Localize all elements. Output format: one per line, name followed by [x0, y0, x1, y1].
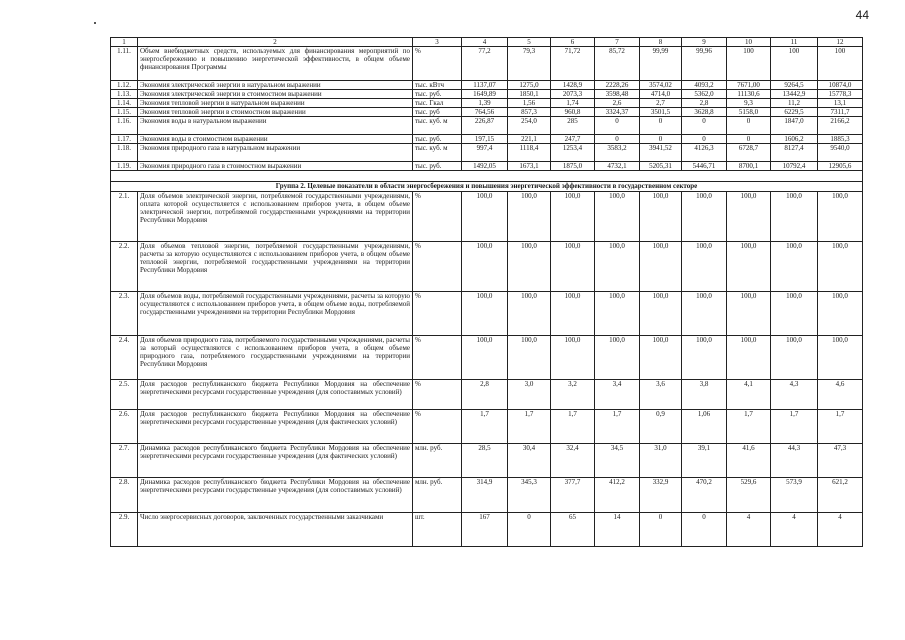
- indicator-value: 100: [727, 47, 771, 81]
- indicator-value: 4,3: [771, 380, 818, 410]
- indicator-value: 226,87: [462, 117, 508, 135]
- indicator-value: 100,0: [682, 242, 727, 292]
- indicator-value: 1875,0: [551, 162, 595, 171]
- indicator-value: 100,0: [508, 336, 551, 380]
- indicator-description: Экономия электрической энергии в стоимостном выражении: [138, 90, 413, 99]
- table-row: [111, 117, 863, 135]
- unit-of-measure: тыс. кВтч: [413, 81, 462, 90]
- row-number: 2.2.: [111, 242, 138, 292]
- unit-of-measure: тыс. руб.: [413, 135, 462, 144]
- table-row: [111, 192, 863, 242]
- indicator-value: 100,0: [462, 292, 508, 336]
- row-number: 1.11.: [111, 47, 138, 81]
- row-number: 2.9.: [111, 513, 138, 547]
- unit-of-measure: %: [413, 192, 462, 242]
- indicator-value: 5446,71: [682, 162, 727, 171]
- row-number: 2.8.: [111, 478, 138, 513]
- indicator-value: 100,0: [771, 292, 818, 336]
- indicator-description: Экономия природного газа в стоимостном выражении: [138, 162, 413, 171]
- indicator-value: 2228,26: [595, 81, 640, 90]
- table-row: [111, 292, 863, 336]
- indicator-value: 100,0: [640, 292, 682, 336]
- indicator-value: 11130,6: [727, 90, 771, 99]
- unit-of-measure: %: [413, 336, 462, 380]
- indicator-value: 32,4: [551, 444, 595, 478]
- indicator-value: 573,9: [771, 478, 818, 513]
- indicator-description: Экономия природного газа в натуральном выражении: [138, 144, 413, 162]
- indicator-value: 1,7: [595, 410, 640, 444]
- indicator-value: 4: [818, 513, 863, 547]
- indicator-description: Доля объемов тепловой энергии, потребляемой государственными учреждениями, расчеты за которую осуществляются с использованием приборов учета, в общем объеме тепловой энергии, потребляемой государственными учреждениями на территории Республики Мордовия: [138, 242, 413, 292]
- indicator-value: 100,0: [551, 336, 595, 380]
- indicator-value: 764,56: [462, 108, 508, 117]
- indicator-value: 100,0: [818, 192, 863, 242]
- indicator-value: 10874,0: [818, 81, 863, 90]
- indicators-table: [110, 37, 863, 547]
- indicator-value: 997,4: [462, 144, 508, 162]
- indicator-value: 4126,3: [682, 144, 727, 162]
- table-row: [111, 81, 863, 90]
- indicator-value: 100,0: [462, 192, 508, 242]
- indicator-value: 100,0: [508, 292, 551, 336]
- indicator-value: 2166,2: [818, 117, 863, 135]
- indicator-value: 100,0: [551, 192, 595, 242]
- unit-of-measure: млн. руб.: [413, 444, 462, 478]
- indicator-value: 100: [771, 47, 818, 81]
- row-number: 2.7.: [111, 444, 138, 478]
- column-number: 10: [727, 38, 771, 47]
- indicator-value: 0: [640, 117, 682, 135]
- indicator-value: 529,6: [727, 478, 771, 513]
- page-number: 44: [855, 8, 869, 22]
- indicator-value: 3,4: [595, 380, 640, 410]
- indicator-value: 167: [462, 513, 508, 547]
- indicator-value: 100,0: [595, 292, 640, 336]
- column-number: 11: [771, 38, 818, 47]
- indicator-description: Доля расходов республиканского бюджета Республики Мордовия на обеспечение энергетическими ресурсами государственные учреждения (для сопоставимых условий): [138, 380, 413, 410]
- indicator-value: 100,0: [551, 292, 595, 336]
- row-number: 1.19.: [111, 162, 138, 171]
- indicator-value: 6728,7: [727, 144, 771, 162]
- indicator-value: 221,1: [508, 135, 551, 144]
- indicator-value: 5362,0: [682, 90, 727, 99]
- indicator-value: 100: [818, 47, 863, 81]
- indicator-description: Экономия тепловой энергии в стоимостном выражении: [138, 108, 413, 117]
- indicator-value: 3583,2: [595, 144, 640, 162]
- indicator-value: 1,7: [818, 410, 863, 444]
- table-row: [111, 478, 863, 513]
- indicator-value: 1492,05: [462, 162, 508, 171]
- table-row: [111, 336, 863, 380]
- indicator-value: 5158,0: [727, 108, 771, 117]
- table-row: [111, 410, 863, 444]
- row-number: 1.17.: [111, 135, 138, 144]
- indicator-value: 0: [640, 513, 682, 547]
- indicator-value: 3324,37: [595, 108, 640, 117]
- table-row: [111, 135, 863, 144]
- unit-of-measure: %: [413, 47, 462, 81]
- indicator-value: 1850,1: [508, 90, 551, 99]
- row-number: 2.3.: [111, 292, 138, 336]
- indicator-value: 100,0: [640, 192, 682, 242]
- indicator-value: 0: [595, 117, 640, 135]
- indicator-value: 1649,89: [462, 90, 508, 99]
- indicator-description: Доля объемов воды, потребляемой государственными учреждениями, расчеты за которую осуществляются с использованием приборов учета, в общем объеме воды, потребляемой государственными учреждениями на территории Республики Мордовия: [138, 292, 413, 336]
- column-number: 7: [595, 38, 640, 47]
- row-number: 2.6.: [111, 410, 138, 444]
- indicator-value: 2,8: [462, 380, 508, 410]
- indicator-value: 4732,1: [595, 162, 640, 171]
- column-number: 12: [818, 38, 863, 47]
- table-row: [111, 444, 863, 478]
- indicator-value: 4093,2: [682, 81, 727, 90]
- indicator-value: 85,72: [595, 47, 640, 81]
- indicator-value: 621,2: [818, 478, 863, 513]
- indicator-value: 1606,2: [771, 135, 818, 144]
- table-row: [111, 513, 863, 547]
- indicator-value: 99,96: [682, 47, 727, 81]
- indicator-value: 7671,00: [727, 81, 771, 90]
- table-row: [111, 144, 863, 162]
- unit-of-measure: тыс. куб. м: [413, 117, 462, 135]
- indicator-value: 100,0: [682, 336, 727, 380]
- indicator-value: 65: [551, 513, 595, 547]
- column-number: 6: [551, 38, 595, 47]
- indicator-description: Экономия тепловой энергии в натуральном выражении: [138, 99, 413, 108]
- indicator-value: 100,0: [818, 292, 863, 336]
- row-number: 1.13.: [111, 90, 138, 99]
- indicator-value: 3,2: [551, 380, 595, 410]
- table-row: [111, 108, 863, 117]
- indicator-value: 254,0: [508, 117, 551, 135]
- row-number: 2.5.: [111, 380, 138, 410]
- indicator-value: 470,2: [682, 478, 727, 513]
- scan-speck: [94, 22, 96, 24]
- indicator-value: 15778,3: [818, 90, 863, 99]
- indicator-value: 1,7: [727, 410, 771, 444]
- indicator-value: 1,7: [771, 410, 818, 444]
- unit-of-measure: шт.: [413, 513, 462, 547]
- indicator-value: 9264,5: [771, 81, 818, 90]
- indicator-value: 0: [640, 135, 682, 144]
- indicator-value: 3598,48: [595, 90, 640, 99]
- indicator-value: 857,3: [508, 108, 551, 117]
- indicator-value: 1847,0: [771, 117, 818, 135]
- indicator-value: 99,99: [640, 47, 682, 81]
- indicator-value: 1428,9: [551, 81, 595, 90]
- indicator-description: Экономия воды в стоимостном выражении: [138, 135, 413, 144]
- indicator-value: 100,0: [462, 242, 508, 292]
- unit-of-measure: %: [413, 380, 462, 410]
- column-number-row: [111, 38, 863, 47]
- table-row: [111, 99, 863, 108]
- spacer-row: [111, 171, 863, 182]
- indicator-value: 3,6: [640, 380, 682, 410]
- indicator-value: 2073,3: [551, 90, 595, 99]
- indicator-value: 100,0: [727, 292, 771, 336]
- indicator-value: 100,0: [508, 192, 551, 242]
- unit-of-measure: тыс. руб.: [413, 90, 462, 99]
- indicator-value: 30,4: [508, 444, 551, 478]
- unit-of-measure: тыс. Гкал: [413, 99, 462, 108]
- indicator-value: 247,7: [551, 135, 595, 144]
- indicator-value: 1,74: [551, 99, 595, 108]
- indicator-value: 100,0: [462, 336, 508, 380]
- indicator-value: 77,2: [462, 47, 508, 81]
- indicator-value: 44,3: [771, 444, 818, 478]
- indicator-value: 3628,8: [682, 108, 727, 117]
- indicator-description: Динамика расходов республиканского бюджета Республики Мордовия на обеспечение энергетическими ресурсами государственные учреждения (для сопоставимых условий): [138, 478, 413, 513]
- indicator-description: Динамика расходов республиканского бюджета Республики Мордовия на обеспечение энергетическими ресурсами государственные учреждения (для фактических условий): [138, 444, 413, 478]
- indicator-value: 100,0: [640, 336, 682, 380]
- indicator-description: Объем внебюджетных средств, используемых для финансирования мероприятий по энергосбережению и повышению энергетической эффективности, в общем объеме финансирования Программы: [138, 47, 413, 81]
- indicator-value: 1,7: [508, 410, 551, 444]
- indicator-description: Экономия электрической энергии в натуральном выражении: [138, 81, 413, 90]
- indicator-value: 8127,4: [771, 144, 818, 162]
- indicator-value: 71,72: [551, 47, 595, 81]
- row-number: 2.1.: [111, 192, 138, 242]
- indicator-value: 9540,0: [818, 144, 863, 162]
- indicator-value: 47,3: [818, 444, 863, 478]
- unit-of-measure: %: [413, 292, 462, 336]
- column-number: 5: [508, 38, 551, 47]
- indicator-value: 1,06: [682, 410, 727, 444]
- table-row: [111, 162, 863, 171]
- indicator-value: 4: [727, 513, 771, 547]
- indicator-value: 1137,07: [462, 81, 508, 90]
- indicator-value: 1,56: [508, 99, 551, 108]
- indicator-value: 0,9: [640, 410, 682, 444]
- indicator-value: 100,0: [640, 242, 682, 292]
- indicator-value: 0: [682, 513, 727, 547]
- indicator-value: 0: [682, 135, 727, 144]
- indicator-value: 100,0: [595, 242, 640, 292]
- column-number: 8: [640, 38, 682, 47]
- indicator-value: 100,0: [551, 242, 595, 292]
- indicator-description: Число энергосервисных договоров, заключенных государственными заказчиками: [138, 513, 413, 547]
- indicator-description: Доля объемов электрической энергии, потребляемой государственными учреждениями, оплата которой осуществляется с использованием приборов учета, в общем объеме электрической энергии, потребляемой государственными учреждениями на территории Республики Мордовия: [138, 192, 413, 242]
- indicator-description: Экономия воды в натуральном выражении: [138, 117, 413, 135]
- indicator-value: 3,0: [508, 380, 551, 410]
- table-row: [111, 47, 863, 81]
- indicator-value: 3,8: [682, 380, 727, 410]
- indicator-value: 100,0: [727, 192, 771, 242]
- indicator-value: 332,9: [640, 478, 682, 513]
- unit-of-measure: %: [413, 242, 462, 292]
- spacer-cell: [111, 171, 863, 182]
- table-row: [111, 90, 863, 99]
- column-number: 2: [138, 38, 413, 47]
- indicator-value: 0: [682, 117, 727, 135]
- indicator-value: 960,8: [551, 108, 595, 117]
- indicator-value: 6229,5: [771, 108, 818, 117]
- table-row: [111, 242, 863, 292]
- indicator-value: 39,1: [682, 444, 727, 478]
- indicator-value: 3501,5: [640, 108, 682, 117]
- indicator-value: 4714,0: [640, 90, 682, 99]
- indicator-value: 0: [727, 135, 771, 144]
- unit-of-measure: тыс. руб: [413, 108, 462, 117]
- indicator-value: 4,1: [727, 380, 771, 410]
- indicator-value: 12905,6: [818, 162, 863, 171]
- indicator-value: 197,15: [462, 135, 508, 144]
- indicator-value: 100,0: [682, 292, 727, 336]
- indicator-value: 4,6: [818, 380, 863, 410]
- indicator-description: Доля объемов природного газа, потребляемого государственными учреждениями, расчеты за который осуществляются с использованием приборов учета, в общем объеме природного газа, потребляемого государственными учреждениями на территории Республики Мордовия: [138, 336, 413, 380]
- row-number: 2.4.: [111, 336, 138, 380]
- indicator-value: 0: [727, 117, 771, 135]
- indicator-value: 1885,3: [818, 135, 863, 144]
- indicator-value: 2,6: [595, 99, 640, 108]
- indicator-value: 2,8: [682, 99, 727, 108]
- indicator-value: 3574,02: [640, 81, 682, 90]
- indicator-value: 100,0: [818, 336, 863, 380]
- indicator-value: 1275,0: [508, 81, 551, 90]
- column-number: 1: [111, 38, 138, 47]
- indicator-value: 1,39: [462, 99, 508, 108]
- indicator-value: 100,0: [771, 192, 818, 242]
- indicator-value: 100,0: [771, 336, 818, 380]
- indicator-value: 345,3: [508, 478, 551, 513]
- indicator-value: 5205,31: [640, 162, 682, 171]
- indicator-value: 8700,1: [727, 162, 771, 171]
- column-number: 3: [413, 38, 462, 47]
- indicator-value: 7311,7: [818, 108, 863, 117]
- indicator-value: 100,0: [595, 336, 640, 380]
- indicator-value: 1673,1: [508, 162, 551, 171]
- unit-of-measure: %: [413, 410, 462, 444]
- indicator-value: 13,1: [818, 99, 863, 108]
- indicator-value: 79,3: [508, 47, 551, 81]
- unit-of-measure: тыс. куб. м: [413, 144, 462, 162]
- indicator-value: 41,6: [727, 444, 771, 478]
- row-number: 1.18.: [111, 144, 138, 162]
- indicator-value: 100,0: [508, 242, 551, 292]
- indicator-description: Доля расходов республиканского бюджета Республики Мордовия на обеспечение энергетическими ресурсами государственные учреждения (для фактических условий): [138, 410, 413, 444]
- indicator-value: 10792,4: [771, 162, 818, 171]
- indicator-value: 13442,9: [771, 90, 818, 99]
- indicator-value: 2,7: [640, 99, 682, 108]
- column-number: 9: [682, 38, 727, 47]
- indicator-value: 100,0: [595, 192, 640, 242]
- group-header-row: [111, 182, 863, 192]
- indicator-value: 377,7: [551, 478, 595, 513]
- unit-of-measure: тыс. руб.: [413, 162, 462, 171]
- indicator-value: 285: [551, 117, 595, 135]
- indicator-value: 1,7: [462, 410, 508, 444]
- row-number: 1.15.: [111, 108, 138, 117]
- indicator-value: 28,5: [462, 444, 508, 478]
- indicator-value: 314,9: [462, 478, 508, 513]
- indicator-value: 100,0: [682, 192, 727, 242]
- row-number: 1.14.: [111, 99, 138, 108]
- indicator-value: 4: [771, 513, 818, 547]
- indicator-value: 100,0: [771, 242, 818, 292]
- indicator-value: 100,0: [727, 242, 771, 292]
- unit-of-measure: млн. руб.: [413, 478, 462, 513]
- indicator-value: 0: [508, 513, 551, 547]
- column-number: 4: [462, 38, 508, 47]
- indicator-value: 1,7: [551, 410, 595, 444]
- indicator-value: 31,0: [640, 444, 682, 478]
- indicator-value: 3941,52: [640, 144, 682, 162]
- indicator-value: 34,5: [595, 444, 640, 478]
- indicator-value: 1118,4: [508, 144, 551, 162]
- table-row: [111, 380, 863, 410]
- group-2-title: Группа 2. Целевые показатели в области энергосбережения и повышения энергетической эффективности в государственном секторе: [111, 182, 863, 192]
- row-number: 1.16.: [111, 117, 138, 135]
- indicator-value: 11,2: [771, 99, 818, 108]
- indicator-value: 100,0: [727, 336, 771, 380]
- row-number: 1.12.: [111, 81, 138, 90]
- indicator-value: 14: [595, 513, 640, 547]
- indicator-value: 412,2: [595, 478, 640, 513]
- indicator-value: 100,0: [818, 242, 863, 292]
- indicator-value: 1253,4: [551, 144, 595, 162]
- indicator-value: 0: [595, 135, 640, 144]
- indicator-value: 9,3: [727, 99, 771, 108]
